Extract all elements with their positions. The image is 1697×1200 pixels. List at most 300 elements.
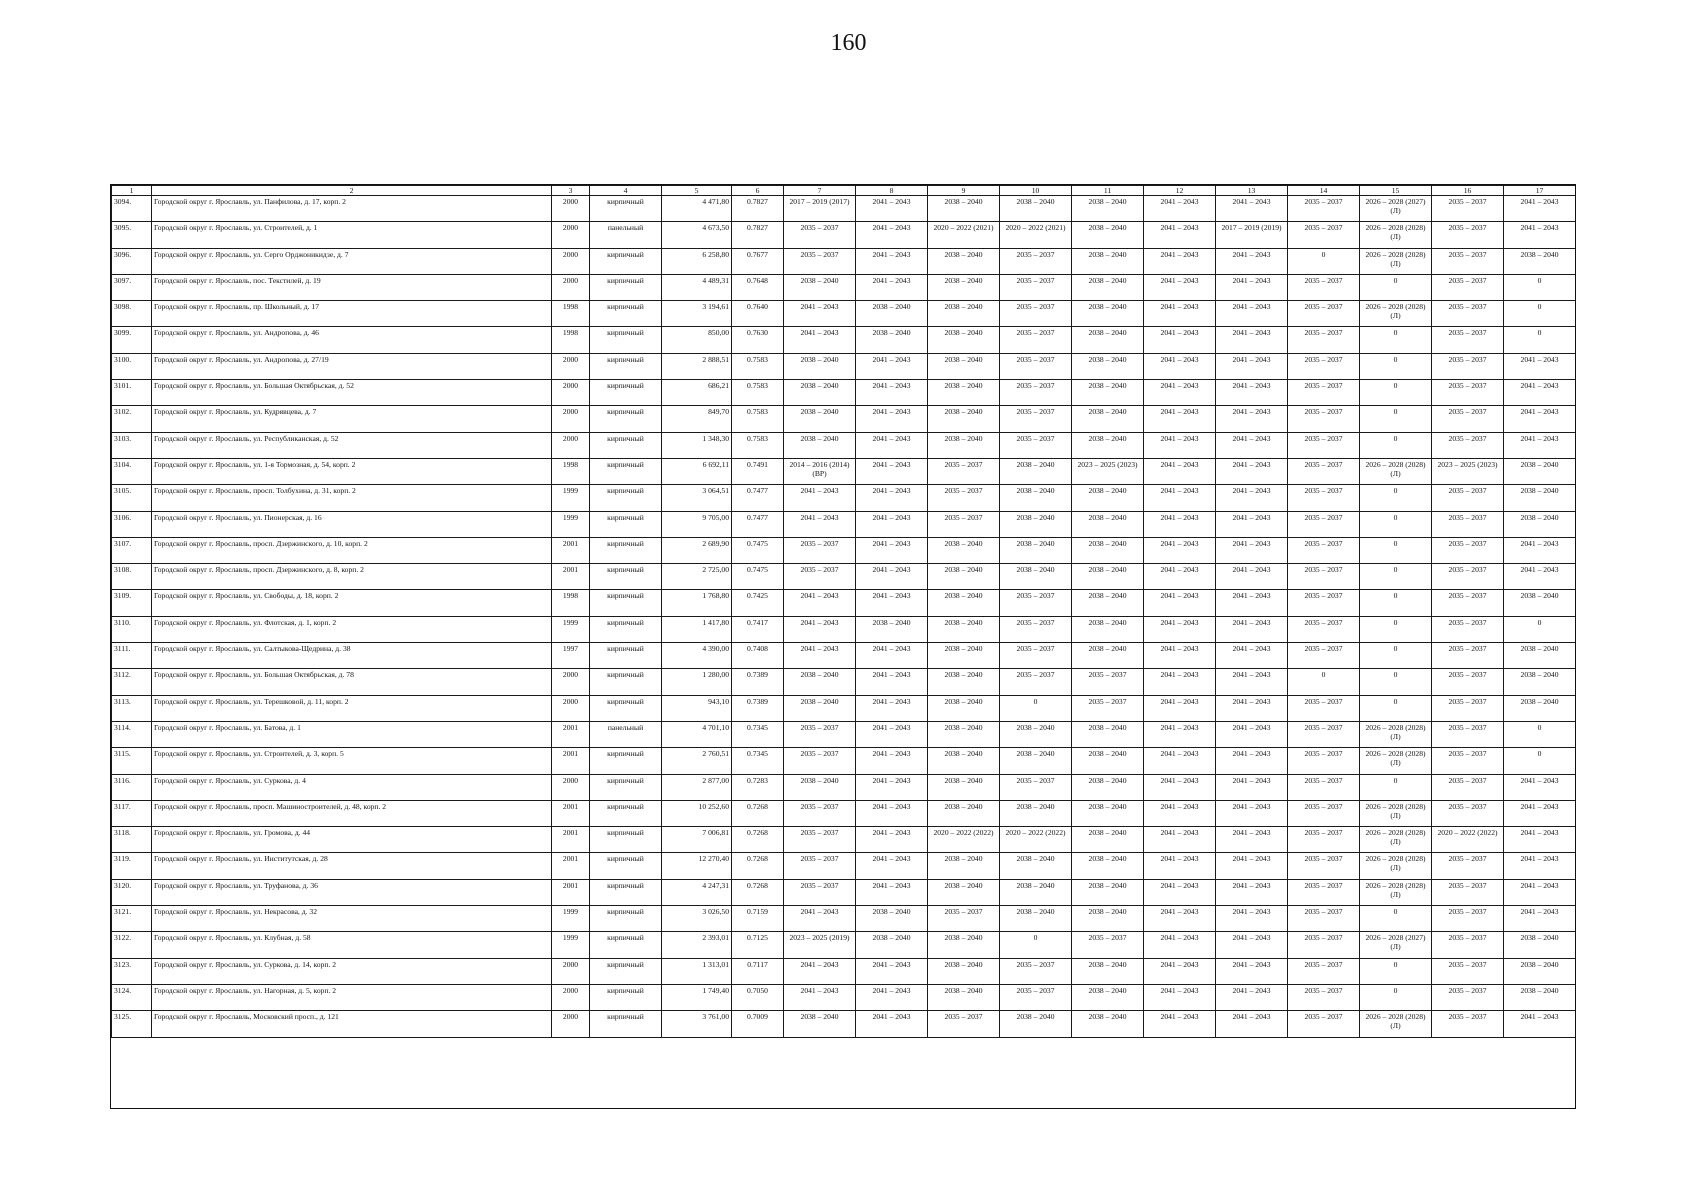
period-col-16-cell: 2035 – 2037 [1432, 984, 1504, 1010]
period-col-14-cell: 0 [1288, 248, 1360, 274]
period-col-17-cell: 2041 – 2043 [1504, 380, 1576, 406]
area-cell: 4 390,00 [662, 643, 732, 669]
period-col-12-cell: 2041 – 2043 [1144, 906, 1216, 932]
period-col-7-cell: 2038 – 2040 [784, 774, 856, 800]
year-built-cell: 2000 [552, 774, 590, 800]
table-row [112, 1011, 1576, 1037]
period-col-16-cell: 2035 – 2037 [1432, 906, 1504, 932]
period-col-14-cell: 2035 – 2037 [1288, 906, 1360, 932]
wear-coefficient-cell: 0.7677 [732, 248, 784, 274]
period-col-7-cell: 2023 – 2025 (2019) [784, 932, 856, 958]
period-col-10-cell: 2038 – 2040 [1000, 879, 1072, 905]
wear-coefficient-cell: 0.7389 [732, 695, 784, 721]
period-col-10-cell: 2035 – 2037 [1000, 432, 1072, 458]
period-col-9-cell: 2038 – 2040 [928, 695, 1000, 721]
period-col-10-cell: 2038 – 2040 [1000, 748, 1072, 774]
period-col-14-cell: 2035 – 2037 [1288, 485, 1360, 511]
wall-material-cell: кирпичный [590, 406, 662, 432]
period-col-11-cell: 2038 – 2040 [1072, 485, 1144, 511]
period-col-15-cell: 2026 – 2028 (2028) (Л) [1360, 721, 1432, 747]
address-cell: Городской округ г. Ярославль, ул. Кудрявцева, д. 7 [152, 406, 552, 432]
period-col-9-cell: 2038 – 2040 [928, 643, 1000, 669]
wear-coefficient-cell: 0.7408 [732, 643, 784, 669]
period-col-7-cell: 2038 – 2040 [784, 432, 856, 458]
address-cell: Городской округ г. Ярославль, ул. Свободы, д. 18, корп. 2 [152, 590, 552, 616]
period-col-13-cell: 2041 – 2043 [1216, 774, 1288, 800]
wear-coefficient-cell: 0.7475 [732, 564, 784, 590]
period-col-16-cell: 2035 – 2037 [1432, 800, 1504, 826]
wear-coefficient-cell: 0.7477 [732, 485, 784, 511]
address-cell: Городской округ г. Ярославль, просп. Дзержинского, д. 8, корп. 2 [152, 564, 552, 590]
period-col-14-cell: 2035 – 2037 [1288, 196, 1360, 222]
period-col-13-cell: 2041 – 2043 [1216, 353, 1288, 379]
table-row [112, 853, 1576, 879]
year-built-cell: 2000 [552, 984, 590, 1010]
area-cell: 3 761,00 [662, 1011, 732, 1037]
year-built-cell: 2000 [552, 406, 590, 432]
period-col-13-cell: 2041 – 2043 [1216, 906, 1288, 932]
period-col-12-cell: 2041 – 2043 [1144, 327, 1216, 353]
period-col-15-cell: 0 [1360, 432, 1432, 458]
period-col-9-cell: 2038 – 2040 [928, 406, 1000, 432]
wear-coefficient-cell: 0.7117 [732, 958, 784, 984]
wear-coefficient-cell: 0.7630 [732, 327, 784, 353]
period-col-14-cell: 2035 – 2037 [1288, 695, 1360, 721]
wear-coefficient-cell: 0.7345 [732, 721, 784, 747]
period-col-9-cell: 2038 – 2040 [928, 353, 1000, 379]
period-col-13-cell: 2041 – 2043 [1216, 248, 1288, 274]
area-cell: 10 252,60 [662, 800, 732, 826]
period-col-7-cell: 2041 – 2043 [784, 643, 856, 669]
column-header: 4 [590, 186, 662, 196]
period-col-13-cell: 2041 – 2043 [1216, 196, 1288, 222]
address-cell: Городской округ г. Ярославль, ул. Большая Октябрьская, д. 78 [152, 669, 552, 695]
wear-coefficient-cell: 0.7425 [732, 590, 784, 616]
period-col-8-cell: 2041 – 2043 [856, 958, 928, 984]
period-col-8-cell: 2041 – 2043 [856, 564, 928, 590]
year-built-cell: 2001 [552, 537, 590, 563]
wall-material-cell: кирпичный [590, 353, 662, 379]
period-col-12-cell: 2041 – 2043 [1144, 353, 1216, 379]
wall-material-cell: кирпичный [590, 984, 662, 1010]
year-built-cell: 1998 [552, 301, 590, 327]
period-col-12-cell: 2041 – 2043 [1144, 222, 1216, 248]
period-col-16-cell: 2035 – 2037 [1432, 564, 1504, 590]
period-col-13-cell: 2041 – 2043 [1216, 380, 1288, 406]
wear-coefficient-cell: 0.7389 [732, 669, 784, 695]
year-built-cell: 2000 [552, 196, 590, 222]
table-row [112, 748, 1576, 774]
period-col-13-cell: 2041 – 2043 [1216, 984, 1288, 1010]
period-col-13-cell: 2041 – 2043 [1216, 406, 1288, 432]
address-cell: Городской округ г. Ярославль, ул. Андропова, д. 27/19 [152, 353, 552, 379]
period-col-7-cell: 2038 – 2040 [784, 695, 856, 721]
area-cell: 686,21 [662, 380, 732, 406]
wear-coefficient-cell: 0.7268 [732, 827, 784, 853]
period-col-7-cell: 2041 – 2043 [784, 958, 856, 984]
row-number-cell: 3095. [112, 222, 152, 248]
period-col-11-cell: 2035 – 2037 [1072, 932, 1144, 958]
period-col-7-cell: 2038 – 2040 [784, 353, 856, 379]
wall-material-cell: кирпичный [590, 616, 662, 642]
period-col-12-cell: 2041 – 2043 [1144, 590, 1216, 616]
period-col-14-cell: 2035 – 2037 [1288, 274, 1360, 300]
period-col-11-cell: 2038 – 2040 [1072, 984, 1144, 1010]
period-col-7-cell: 2038 – 2040 [784, 669, 856, 695]
period-col-15-cell: 0 [1360, 380, 1432, 406]
period-col-16-cell: 2035 – 2037 [1432, 616, 1504, 642]
area-cell: 850,00 [662, 327, 732, 353]
period-col-13-cell: 2017 – 2019 (2019) [1216, 222, 1288, 248]
period-col-8-cell: 2041 – 2043 [856, 774, 928, 800]
table-row [112, 669, 1576, 695]
address-cell: Городской округ г. Ярославль, Московский просп., д. 121 [152, 1011, 552, 1037]
period-col-17-cell: 2038 – 2040 [1504, 958, 1576, 984]
wear-coefficient-cell: 0.7475 [732, 537, 784, 563]
year-built-cell: 2001 [552, 748, 590, 774]
period-col-9-cell: 2038 – 2040 [928, 984, 1000, 1010]
table-row [112, 274, 1576, 300]
wear-coefficient-cell: 0.7268 [732, 853, 784, 879]
table-row [112, 485, 1576, 511]
period-col-7-cell: 2041 – 2043 [784, 906, 856, 932]
period-col-9-cell: 2038 – 2040 [928, 301, 1000, 327]
column-header: 1 [112, 186, 152, 196]
period-col-14-cell: 2035 – 2037 [1288, 827, 1360, 853]
period-col-13-cell: 2041 – 2043 [1216, 274, 1288, 300]
row-number-cell: 3105. [112, 485, 152, 511]
period-col-17-cell: 2038 – 2040 [1504, 984, 1576, 1010]
row-number-cell: 3094. [112, 196, 152, 222]
period-col-10-cell: 2038 – 2040 [1000, 485, 1072, 511]
period-col-11-cell: 2035 – 2037 [1072, 695, 1144, 721]
period-col-10-cell: 2038 – 2040 [1000, 721, 1072, 747]
row-number-cell: 3111. [112, 643, 152, 669]
area-cell: 2 393,01 [662, 932, 732, 958]
period-col-8-cell: 2041 – 2043 [856, 196, 928, 222]
period-col-11-cell: 2038 – 2040 [1072, 906, 1144, 932]
wall-material-cell: кирпичный [590, 800, 662, 826]
year-built-cell: 1999 [552, 511, 590, 537]
period-col-15-cell: 0 [1360, 774, 1432, 800]
period-col-7-cell: 2041 – 2043 [784, 327, 856, 353]
wear-coefficient-cell: 0.7583 [732, 432, 784, 458]
period-col-16-cell: 2035 – 2037 [1432, 432, 1504, 458]
year-built-cell: 2001 [552, 853, 590, 879]
period-col-9-cell: 2035 – 2037 [928, 511, 1000, 537]
year-built-cell: 2001 [552, 721, 590, 747]
period-col-17-cell: 2041 – 2043 [1504, 353, 1576, 379]
period-col-10-cell: 2038 – 2040 [1000, 458, 1072, 484]
period-col-8-cell: 2041 – 2043 [856, 511, 928, 537]
wall-material-cell: кирпичный [590, 301, 662, 327]
wear-coefficient-cell: 0.7268 [732, 800, 784, 826]
period-col-10-cell: 2035 – 2037 [1000, 958, 1072, 984]
period-col-17-cell: 0 [1504, 616, 1576, 642]
address-cell: Городской округ г. Ярославль, ул. Республиканская, д. 52 [152, 432, 552, 458]
table-row [112, 800, 1576, 826]
period-col-10-cell: 2035 – 2037 [1000, 590, 1072, 616]
period-col-12-cell: 2041 – 2043 [1144, 879, 1216, 905]
wall-material-cell: кирпичный [590, 669, 662, 695]
area-cell: 2 689,90 [662, 537, 732, 563]
period-col-7-cell: 2041 – 2043 [784, 301, 856, 327]
period-col-12-cell: 2041 – 2043 [1144, 643, 1216, 669]
wall-material-cell: кирпичный [590, 1011, 662, 1037]
address-cell: Городской округ г. Ярославль, ул. Андропова, д. 46 [152, 327, 552, 353]
area-cell: 2 877,00 [662, 774, 732, 800]
period-col-12-cell: 2041 – 2043 [1144, 248, 1216, 274]
period-col-14-cell: 2035 – 2037 [1288, 932, 1360, 958]
year-built-cell: 1998 [552, 590, 590, 616]
year-built-cell: 2001 [552, 564, 590, 590]
period-col-11-cell: 2038 – 2040 [1072, 800, 1144, 826]
area-cell: 1 768,80 [662, 590, 732, 616]
address-cell: Городской округ г. Ярославль, ул. Большая Октябрьская, д. 52 [152, 380, 552, 406]
period-col-16-cell: 2035 – 2037 [1432, 643, 1504, 669]
address-cell: Городской округ г. Ярославль, ул. Суркова, д. 4 [152, 774, 552, 800]
period-col-15-cell: 2026 – 2028 (2028) (Л) [1360, 853, 1432, 879]
period-col-9-cell: 2035 – 2037 [928, 485, 1000, 511]
wall-material-cell: кирпичный [590, 380, 662, 406]
period-col-16-cell: 2035 – 2037 [1432, 406, 1504, 432]
period-col-9-cell: 2038 – 2040 [928, 800, 1000, 826]
address-cell: Городской округ г. Ярославль, пр. Школьный, д. 17 [152, 301, 552, 327]
period-col-12-cell: 2041 – 2043 [1144, 380, 1216, 406]
period-col-13-cell: 2041 – 2043 [1216, 511, 1288, 537]
period-col-15-cell: 0 [1360, 353, 1432, 379]
area-cell: 849,70 [662, 406, 732, 432]
table-row [112, 906, 1576, 932]
period-col-11-cell: 2038 – 2040 [1072, 274, 1144, 300]
period-col-16-cell: 2035 – 2037 [1432, 853, 1504, 879]
period-col-9-cell: 2038 – 2040 [928, 432, 1000, 458]
period-col-15-cell: 0 [1360, 327, 1432, 353]
column-header: 17 [1504, 186, 1576, 196]
period-col-10-cell: 2035 – 2037 [1000, 774, 1072, 800]
period-col-17-cell: 2041 – 2043 [1504, 564, 1576, 590]
wear-coefficient-cell: 0.7283 [732, 774, 784, 800]
period-col-7-cell: 2038 – 2040 [784, 406, 856, 432]
period-col-10-cell: 2035 – 2037 [1000, 669, 1072, 695]
column-header: 16 [1432, 186, 1504, 196]
area-cell: 1 280,00 [662, 669, 732, 695]
column-header: 2 [152, 186, 552, 196]
period-col-15-cell: 0 [1360, 643, 1432, 669]
row-number-cell: 3112. [112, 669, 152, 695]
wall-material-cell: кирпичный [590, 748, 662, 774]
column-header: 14 [1288, 186, 1360, 196]
period-col-7-cell: 2035 – 2037 [784, 537, 856, 563]
period-col-15-cell: 0 [1360, 958, 1432, 984]
period-col-13-cell: 2041 – 2043 [1216, 721, 1288, 747]
period-col-8-cell: 2041 – 2043 [856, 248, 928, 274]
period-col-15-cell: 0 [1360, 564, 1432, 590]
row-number-cell: 3096. [112, 248, 152, 274]
period-col-15-cell: 0 [1360, 695, 1432, 721]
period-col-16-cell: 2023 – 2025 (2023) [1432, 458, 1504, 484]
area-cell: 4 673,50 [662, 222, 732, 248]
period-col-13-cell: 2041 – 2043 [1216, 695, 1288, 721]
table-row [112, 984, 1576, 1010]
period-col-9-cell: 2038 – 2040 [928, 248, 1000, 274]
wall-material-cell: кирпичный [590, 853, 662, 879]
row-number-cell: 3109. [112, 590, 152, 616]
period-col-9-cell: 2038 – 2040 [928, 537, 1000, 563]
period-col-8-cell: 2041 – 2043 [856, 721, 928, 747]
period-col-17-cell: 0 [1504, 274, 1576, 300]
year-built-cell: 2000 [552, 432, 590, 458]
period-col-11-cell: 2038 – 2040 [1072, 564, 1144, 590]
column-header: 13 [1216, 186, 1288, 196]
period-col-14-cell: 2035 – 2037 [1288, 222, 1360, 248]
year-built-cell: 2001 [552, 879, 590, 905]
address-cell: Городской округ г. Ярославль, ул. Панфилова, д. 17, корп. 2 [152, 196, 552, 222]
period-col-12-cell: 2041 – 2043 [1144, 537, 1216, 563]
address-cell: Городской округ г. Ярославль, ул. Некрасова, д. 32 [152, 906, 552, 932]
address-cell: Городской округ г. Ярославль, ул. Пионерская, д. 16 [152, 511, 552, 537]
address-cell: Городской округ г. Ярославль, ул. 1-я Тормозная, д. 54, корп. 2 [152, 458, 552, 484]
wear-coefficient-cell: 0.7417 [732, 616, 784, 642]
period-col-9-cell: 2038 – 2040 [928, 616, 1000, 642]
period-col-14-cell: 2035 – 2037 [1288, 1011, 1360, 1037]
row-number-cell: 3116. [112, 774, 152, 800]
wear-coefficient-cell: 0.7491 [732, 458, 784, 484]
period-col-8-cell: 2038 – 2040 [856, 616, 928, 642]
area-cell: 4 471,80 [662, 196, 732, 222]
period-col-16-cell: 2020 – 2022 (2022) [1432, 827, 1504, 853]
period-col-15-cell: 2026 – 2028 (2028) (Л) [1360, 301, 1432, 327]
period-col-13-cell: 2041 – 2043 [1216, 958, 1288, 984]
wall-material-cell: кирпичный [590, 643, 662, 669]
column-header: 10 [1000, 186, 1072, 196]
row-number-cell: 3100. [112, 353, 152, 379]
period-col-15-cell: 2026 – 2028 (2028) (Л) [1360, 800, 1432, 826]
column-header: 9 [928, 186, 1000, 196]
table-row [112, 511, 1576, 537]
period-col-11-cell: 2023 – 2025 (2023) [1072, 458, 1144, 484]
table-row [112, 432, 1576, 458]
year-built-cell: 2000 [552, 1011, 590, 1037]
period-col-14-cell: 2035 – 2037 [1288, 353, 1360, 379]
period-col-13-cell: 2041 – 2043 [1216, 853, 1288, 879]
period-col-9-cell: 2038 – 2040 [928, 590, 1000, 616]
address-cell: Городской округ г. Ярославль, ул. Салтыкова-Щедрина, д. 38 [152, 643, 552, 669]
period-col-7-cell: 2041 – 2043 [784, 616, 856, 642]
period-col-12-cell: 2041 – 2043 [1144, 406, 1216, 432]
period-col-10-cell: 2038 – 2040 [1000, 1011, 1072, 1037]
area-cell: 4 247,31 [662, 879, 732, 905]
period-col-7-cell: 2035 – 2037 [784, 222, 856, 248]
period-col-12-cell: 2041 – 2043 [1144, 932, 1216, 958]
wall-material-cell: кирпичный [590, 958, 662, 984]
area-cell: 6 258,80 [662, 248, 732, 274]
period-col-7-cell: 2041 – 2043 [784, 485, 856, 511]
period-col-13-cell: 2041 – 2043 [1216, 458, 1288, 484]
row-number-cell: 3124. [112, 984, 152, 1010]
period-col-17-cell: 2041 – 2043 [1504, 827, 1576, 853]
period-col-9-cell: 2038 – 2040 [928, 748, 1000, 774]
period-col-12-cell: 2041 – 2043 [1144, 958, 1216, 984]
period-col-12-cell: 2041 – 2043 [1144, 274, 1216, 300]
wall-material-cell: кирпичный [590, 906, 662, 932]
period-col-8-cell: 2041 – 2043 [856, 406, 928, 432]
year-built-cell: 1998 [552, 458, 590, 484]
period-col-10-cell: 2035 – 2037 [1000, 327, 1072, 353]
period-col-16-cell: 2035 – 2037 [1432, 932, 1504, 958]
period-col-11-cell: 2038 – 2040 [1072, 590, 1144, 616]
row-number-cell: 3102. [112, 406, 152, 432]
column-header: 12 [1144, 186, 1216, 196]
column-header: 15 [1360, 186, 1432, 196]
period-col-11-cell: 2035 – 2037 [1072, 669, 1144, 695]
period-col-14-cell: 2035 – 2037 [1288, 748, 1360, 774]
period-col-11-cell: 2038 – 2040 [1072, 222, 1144, 248]
period-col-11-cell: 2038 – 2040 [1072, 301, 1144, 327]
table-row [112, 327, 1576, 353]
year-built-cell: 1999 [552, 932, 590, 958]
column-header: 7 [784, 186, 856, 196]
period-col-8-cell: 2041 – 2043 [856, 485, 928, 511]
period-col-17-cell: 2041 – 2043 [1504, 853, 1576, 879]
housing-repair-schedule-table [111, 185, 1576, 1038]
column-header: 8 [856, 186, 928, 196]
period-col-11-cell: 2038 – 2040 [1072, 248, 1144, 274]
period-col-7-cell: 2014 – 2016 (2014) (ВР) [784, 458, 856, 484]
period-col-11-cell: 2038 – 2040 [1072, 327, 1144, 353]
period-col-10-cell: 2035 – 2037 [1000, 353, 1072, 379]
period-col-8-cell: 2041 – 2043 [856, 1011, 928, 1037]
period-col-15-cell: 2026 – 2028 (2028) (Л) [1360, 1011, 1432, 1037]
period-col-12-cell: 2041 – 2043 [1144, 196, 1216, 222]
area-cell: 1 348,30 [662, 432, 732, 458]
row-number-cell: 3113. [112, 695, 152, 721]
area-cell: 1 749,40 [662, 984, 732, 1010]
period-col-17-cell: 2041 – 2043 [1504, 406, 1576, 432]
period-col-8-cell: 2041 – 2043 [856, 748, 928, 774]
period-col-14-cell: 2035 – 2037 [1288, 879, 1360, 905]
address-cell: Городской округ г. Ярославль, ул. Строителей, д. 1 [152, 222, 552, 248]
wear-coefficient-cell: 0.7583 [732, 353, 784, 379]
period-col-7-cell: 2035 – 2037 [784, 800, 856, 826]
period-col-8-cell: 2041 – 2043 [856, 879, 928, 905]
wall-material-cell: кирпичный [590, 590, 662, 616]
wall-material-cell: кирпичный [590, 327, 662, 353]
period-col-7-cell: 2035 – 2037 [784, 748, 856, 774]
period-col-13-cell: 2041 – 2043 [1216, 800, 1288, 826]
wall-material-cell: кирпичный [590, 537, 662, 563]
table-row [112, 590, 1576, 616]
area-cell: 2 725,00 [662, 564, 732, 590]
period-col-7-cell: 2035 – 2037 [784, 721, 856, 747]
wall-material-cell: панельный [590, 222, 662, 248]
period-col-12-cell: 2041 – 2043 [1144, 721, 1216, 747]
table-row [112, 537, 1576, 563]
period-col-14-cell: 0 [1288, 669, 1360, 695]
wear-coefficient-cell: 0.7268 [732, 879, 784, 905]
period-col-14-cell: 2035 – 2037 [1288, 432, 1360, 458]
period-col-17-cell: 2038 – 2040 [1504, 590, 1576, 616]
table-row [112, 774, 1576, 800]
period-col-11-cell: 2038 – 2040 [1072, 353, 1144, 379]
period-col-16-cell: 2035 – 2037 [1432, 485, 1504, 511]
table-row [112, 616, 1576, 642]
period-col-13-cell: 2041 – 2043 [1216, 432, 1288, 458]
period-col-15-cell: 0 [1360, 590, 1432, 616]
wear-coefficient-cell: 0.7827 [732, 196, 784, 222]
period-col-9-cell: 2038 – 2040 [928, 774, 1000, 800]
period-col-10-cell: 2038 – 2040 [1000, 511, 1072, 537]
